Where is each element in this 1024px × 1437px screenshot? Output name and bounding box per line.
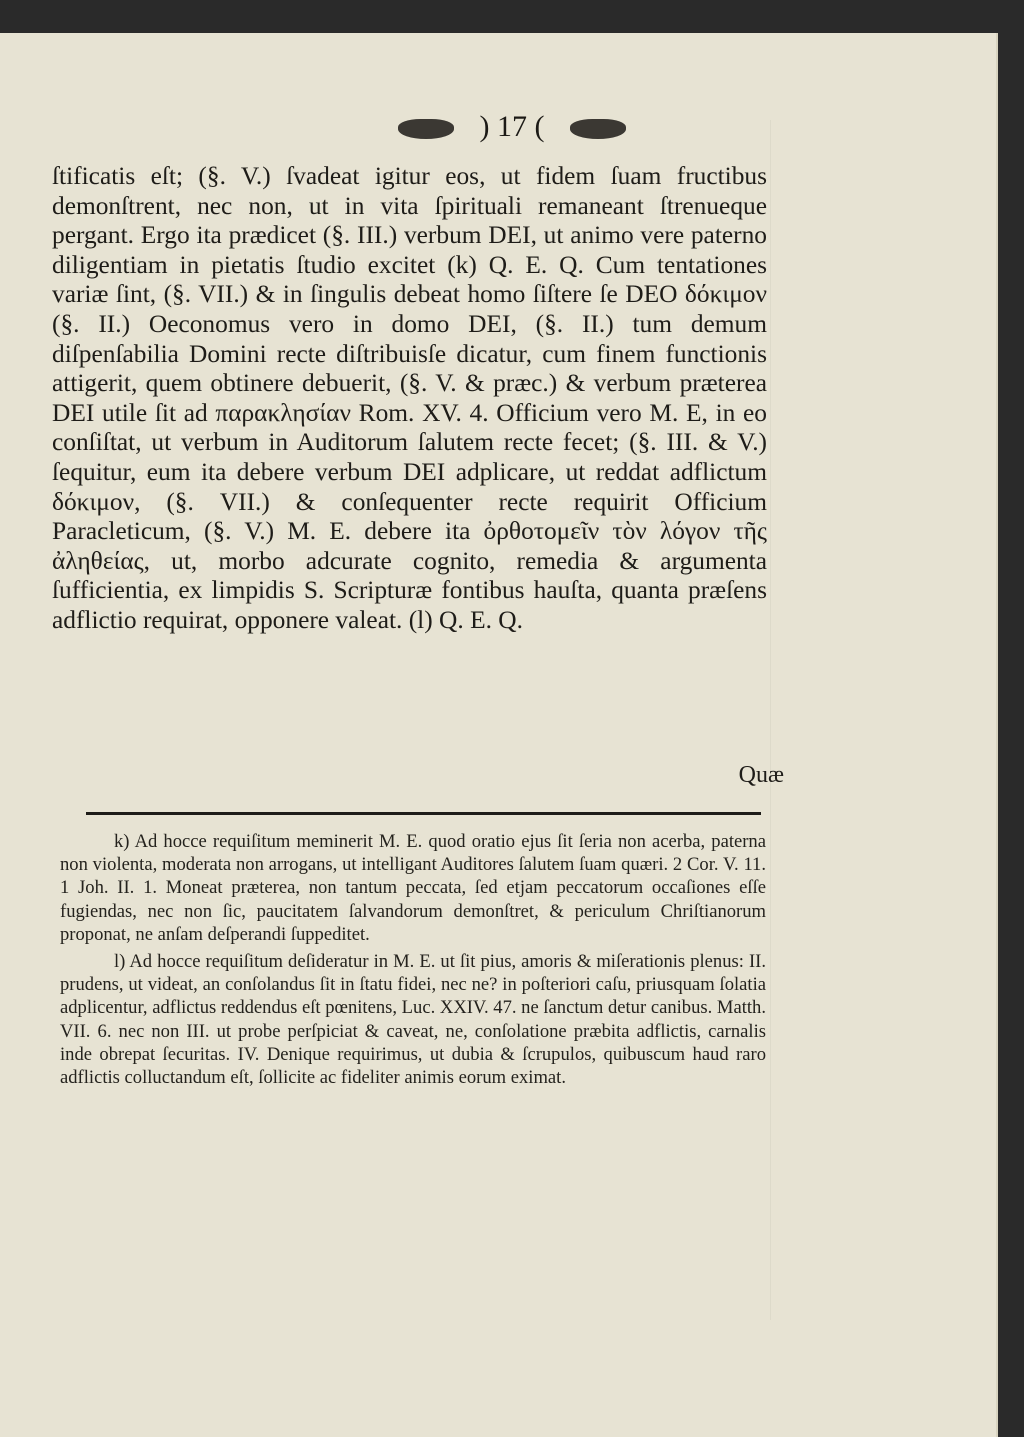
footnote-k: k) Ad hocce requiſitum meminerit M. E. quod oratio ejus ſit ſeria non acerba, paterna non violenta, moderata non arrogans, ut intelligant Auditores ſalutem ſuam quæri. 2 Cor. V. 11. 1 Joh. II. 1. Moneat præterea, non tantum peccata, ſed etjam peccatorum occaſiones eſſe fugiendas, nec non ſic, paucitatem ſalvandorum demonſtret, & periculum Chriſtianorum proponat, ne anſam deſperandi ſuppeditet.: [60, 831, 766, 945]
ornament-right-icon: [570, 119, 626, 139]
catchword: Quæ: [738, 762, 784, 788]
main-text: [52, 162, 767, 636]
footnotes: [60, 830, 766, 1093]
page-number: ) 17 (: [479, 110, 545, 143]
main-paragraph: ſtificatis eſt; (§. V.) ſvadeat igitur eos, ut fidem ſuam fructibus demonſtrent, nec non, ut in vita ſpirituali remaneant ſtrenueque pergant. Ergo ita prædicet (§. III.) verbum DEI, ut animo vere paterno diligentiam in pietatis ſtudio excitet (k) Q. E. Q. Cum tentationes variæ ſint, (§. VII.) & in ſingulis debeat homo ſiſtere ſe DEO δόκιμον (§. II.) Oeconomus vero in domo DEI, (§. II.) tum demum diſpenſabilia Domini recte diſtribuisſe dicatur, cum finem functionis attigerit, quem obtinere debuerit, (§. V. & præc.) & verbum præterea DEI utile ſit ad παρακλησίαν Rom. XV. 4. Officium vero M. E, in eo conſiſtat, ut verbum in Auditorum ſalutem recte fecet; (§. III. & V.) ſequitur, eum ita debere verbum DEI adplicare, ut reddat adflictum δόκιμον, (§. VII.) & conſequenter recte requirit Officium Paracleticum, (§. V.) M. E. debere ita ὀρθοτομεῖν τὸν λόγον τῆς ἀληθείας, ut, morbo adcurate cognito, remedia & argumenta ſufficientia, ex limpidis S. Scripturæ fontibus hauſta, quanta præſens adflictio requirat, opponere valeat. (l) Q. E. Q.: [52, 162, 767, 634]
ornament-left-icon: [398, 119, 454, 139]
footnote-divider: [86, 812, 761, 815]
page-header: [0, 110, 1024, 144]
page-crease: [770, 120, 771, 1320]
footnote-l: l) Ad hocce requiſitum deſideratur in M. E. ut ſit pius, amoris & miſerationis plenus: II. prudens, ut videat, an conſolandus ſit in ſtatu fidei, nec ne? in poſteriori caſu, priusquam ſolatia adplicentur, adflictus reddendus eſt pœnitens, Luc. XXIV. 47. ne ſanctum detur canibus. Matth. VII. 6. nec non III. ut probe perſpiciat & caveat, ne, conſolatione præbita adflictis, carnalis inde obrepat ſecuritas. IV. Denique requirimus, ut dubia & ſcrupulos, quibuscum haud raro adflictis colluctandum eſt, ſollicite ac fideliter animis eorum eximat.: [60, 951, 766, 1089]
